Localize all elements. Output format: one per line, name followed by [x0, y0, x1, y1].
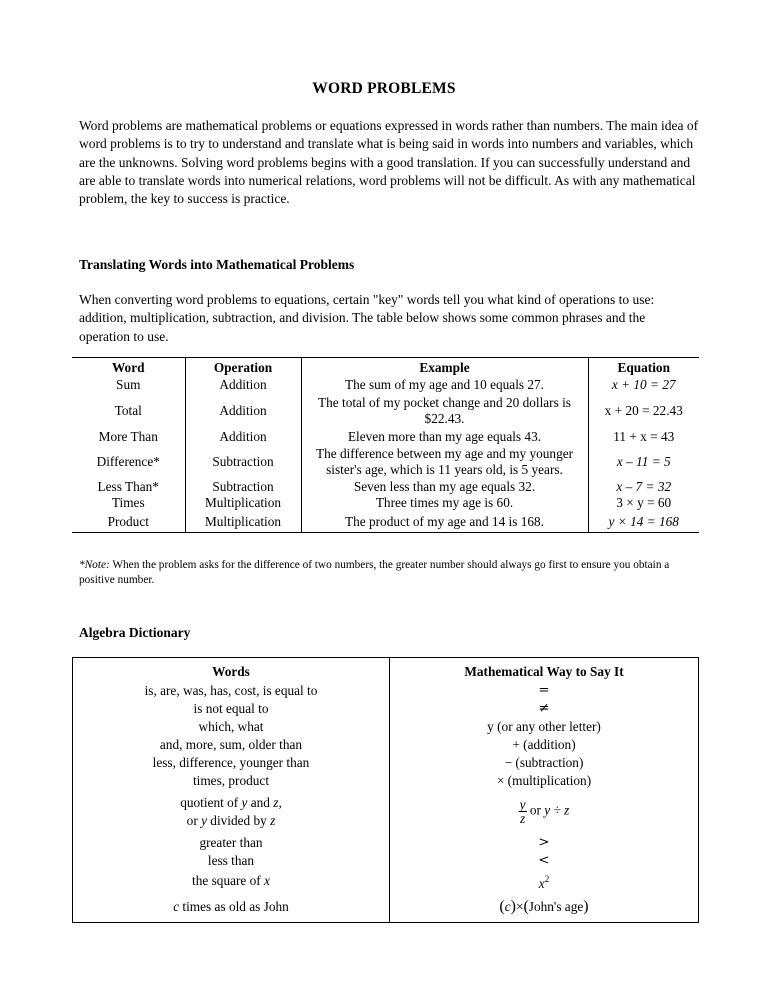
- quotient-line-1: quotient of y and z,: [180, 794, 282, 810]
- cell-words: less than: [73, 852, 390, 870]
- cell-words-times-old: c times as old as John: [73, 893, 390, 923]
- cell-math: =: [538, 682, 550, 698]
- cell-word: Difference*: [72, 446, 185, 479]
- cell-words: greater than: [73, 834, 390, 852]
- cell-example: The product of my age and 14 is 168.: [301, 512, 588, 533]
- col-header-word: Word: [72, 358, 185, 377]
- cell-operation: Subtraction: [185, 479, 301, 496]
- cell-equation: x + 20 = 22.43: [604, 402, 683, 418]
- cell-math: ≠: [538, 700, 550, 716]
- cell-math: >: [538, 834, 550, 850]
- cell-words: is, are, was, has, cost, is equal to: [73, 682, 390, 700]
- cell-math: − (subtraction): [504, 754, 584, 770]
- table-row: [72, 495, 699, 512]
- cell-operation: Addition: [185, 377, 301, 394]
- cell-math: + (addition): [512, 736, 576, 752]
- table-row: [72, 393, 699, 429]
- cell-operation: Multiplication: [185, 512, 301, 533]
- cell-math: y (or any other letter): [487, 718, 601, 734]
- cell-operation: Addition: [185, 429, 301, 446]
- col-header-words: Words: [73, 658, 390, 682]
- cell-word: Sum: [72, 377, 185, 394]
- cell-equation: 11 + x = 43: [613, 429, 675, 444]
- cell-word: Product: [72, 512, 185, 533]
- cell-words: which, what: [73, 718, 390, 736]
- cell-example: The difference between my age and my younger sister's age, which is 11 years old, is 5 years.: [301, 446, 588, 479]
- cell-example: Eleven more than my age equals 43.: [301, 429, 588, 446]
- cell-words-quotient: [73, 790, 390, 834]
- table-row: [73, 772, 699, 790]
- word-operations-table: [72, 357, 699, 533]
- table-row: [72, 446, 699, 479]
- table-row: [73, 736, 699, 754]
- cell-example: Seven less than my age equals 32.: [301, 479, 588, 496]
- table-row: [73, 870, 699, 893]
- table-row: [73, 718, 699, 736]
- cell-example: Three times my age is 60.: [301, 495, 588, 512]
- cell-math: <: [538, 852, 550, 868]
- cell-word: Less Than*: [72, 479, 185, 496]
- cell-words: times, product: [73, 772, 390, 790]
- table-row: [72, 512, 699, 533]
- table-header-row: [73, 658, 699, 682]
- table-row: [73, 700, 699, 718]
- cell-words-square: the square of x: [73, 870, 390, 893]
- cell-word: More Than: [72, 429, 185, 446]
- note-text: When the problem asks for the difference of two numbers, the greater number should always go first to ensure you obtain a positive number.: [79, 559, 670, 586]
- cell-math-times-old: (c)×(John's age): [499, 898, 589, 916]
- col-header-example: Example: [301, 358, 588, 377]
- col-header-equation: Equation: [617, 360, 670, 375]
- table-row: [73, 834, 699, 852]
- cell-equation: 3 × y = 60: [616, 495, 672, 510]
- fraction-y-over-z: $\frac{y}{z}$: [519, 797, 526, 826]
- cell-words: and, more, sum, older than: [73, 736, 390, 754]
- algebra-dictionary-table: [72, 657, 699, 923]
- cell-math: × (multiplication): [496, 772, 592, 788]
- table-header-row: [72, 358, 699, 377]
- cell-operation: Subtraction: [185, 446, 301, 479]
- cell-equation: x – 11 = 5: [616, 453, 671, 469]
- cell-example: The sum of my age and 10 equals 27.: [301, 377, 588, 394]
- page-title: WORD PROBLEMS: [312, 80, 456, 97]
- table-row: [72, 429, 699, 446]
- col-header-operation: Operation: [185, 358, 301, 377]
- table-row: [73, 893, 699, 923]
- cell-example: The total of my pocket change and 20 dollars is $22.43.: [301, 393, 588, 429]
- table-row: [73, 790, 699, 834]
- section-heading-translating: Translating Words into Mathematical Problems: [79, 257, 355, 272]
- section-heading-algebra-dictionary: Algebra Dictionary: [79, 625, 191, 640]
- cell-word: Times: [72, 495, 185, 512]
- cell-words: is not equal to: [73, 700, 390, 718]
- cell-words: less, difference, younger than: [73, 754, 390, 772]
- cell-equation: y × 14 = 168: [608, 513, 679, 529]
- cell-equation: x – 7 = 32: [616, 478, 672, 494]
- cell-operation: Multiplication: [185, 495, 301, 512]
- translating-paragraph: When converting word problems to equations, certain "key" words tell you what kind of operations to use: addition, multiplication, subtraction, and division. The table below shows some common phrases and the operation to use.: [79, 292, 655, 344]
- table-row: [72, 377, 699, 394]
- table-row: [73, 852, 699, 870]
- cell-equation: x + 10 = 27: [611, 376, 676, 392]
- table-row: [73, 754, 699, 772]
- division-expression: y ÷ z: [544, 802, 570, 818]
- cell-math-square: $x^2$: [538, 873, 550, 891]
- note-label: *Note:: [79, 559, 110, 571]
- quotient-line-2: or y divided by z: [186, 812, 276, 828]
- cell-operation: Addition: [185, 393, 301, 429]
- cell-word: Total: [72, 393, 185, 429]
- table-row: [72, 479, 699, 496]
- cell-math-quotient: $\frac{y}{z}$ or y ÷ z: [519, 797, 570, 826]
- table-row: [73, 682, 699, 700]
- table-note: [79, 558, 699, 588]
- intro-paragraph: Word problems are mathematical problems or equations expressed in words rather than numbers. The main idea of word problems is to try to understand and translate what is being said in words into numbers and variables, which are the unknowns. Solving word problems begins with a good translation. If you can successfully understand and are able to translate words into numerical relations, word problems will not be difficult. As with any mathematical problem, the key to success is practice.: [79, 118, 699, 207]
- col-header-math: Mathematical Way to Say It: [464, 663, 624, 679]
